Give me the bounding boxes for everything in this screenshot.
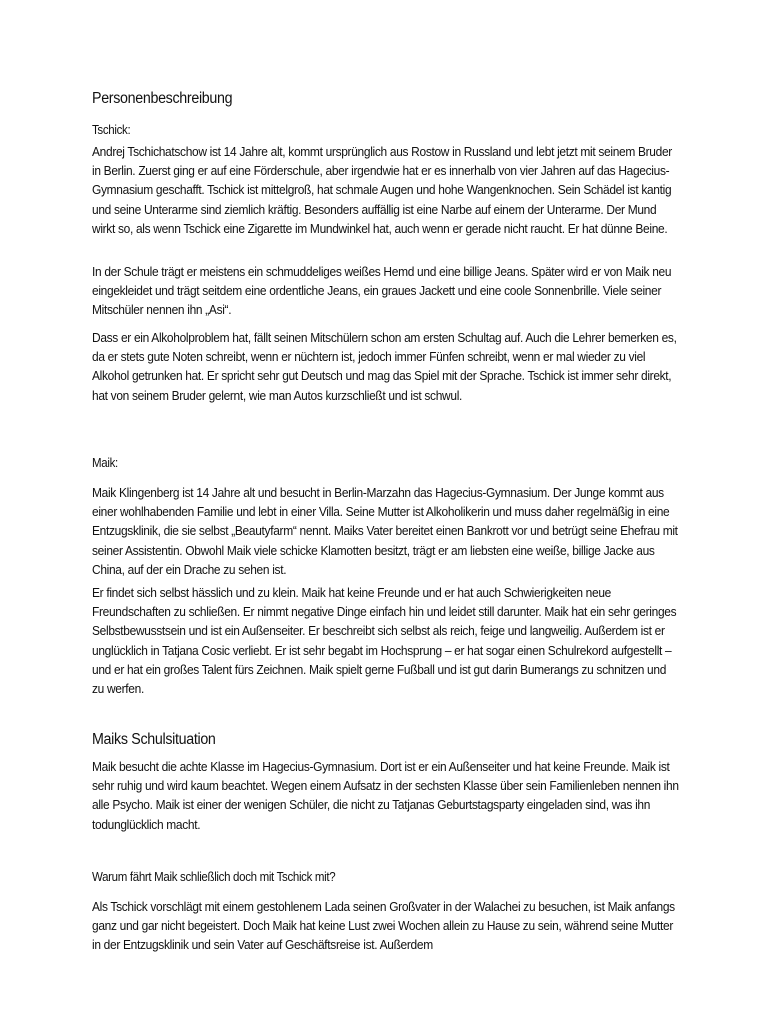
paragraph-tschick-1: Andrej Tschichatschow ist 14 Jahre alt, kommt ursprünglich aus Rostow in Russland und lebt jetzt mit seinem Bruder in Berlin. Zuerst ging er auf eine Förderschule, aber irgendwie hat er es innerhalb von vier Jahren auf das Hagecius-Gymnasium geschafft. Tschick ist mittelgroß, hat schmale Augen und hohe Wangenknochen. Sein Schädel ist kantig und seine Unterarme sind ziemlich kräftig. Besonders auffällig ist eine Narbe auf einem der Unterarme. Der Mund wirkt so, als wenn Tschick eine Zigarette im Mundwinkel hat, auch wenn er gerade nicht raucht. Er hat dünne Beine. (92, 144, 672, 236)
paragraph-maik-1: Maik Klingenberg ist 14 Jahre alt und besucht in Berlin-Marzahn das Hagecius-Gymnasium. Der Junge kommt aus einer wohlhabenden Familie und lebt in einer Villa. Seine Mutter ist Alkoholikerin und muss daher regelmäßig in eine Entzugsklinik, die sie selbst „Beautyfarm“ nennt. Maiks Vater bereitet einen Bankrott vor und betrügt seine Ehefrau mit seiner Assistentin. Obwohl Maik viele schicke Klamotten besitzt, trägt er am liebsten eine weiße, billige Jacke aus China, auf der ein Drache zu sehen ist. (92, 485, 678, 577)
paragraph-tschick-3: Dass er ein Alkoholproblem hat, fällt seinen Mitschülern schon am ersten Schultag auf. Auch die Lehrer bemerken es, da er stets gute Noten schreibt, wenn er nüchtern ist, jedoch immer Fünfen schreibt, wenn er mal wieder zu viel Alkohol getrunken hat. Er spricht sehr gut Deutsch und mag das Spiel mit der Sprache. Tschick ist immer sehr direkt, hat von seinem Bruder gelernt, wie man Autos kurzschließt und ist schwul. (92, 330, 677, 403)
paragraph-warum: Als Tschick vorschlägt mit einem gestohlenem Lada seinen Großvater in der Walachei zu besuchen, ist Maik anfangs ganz und gar nicht begeistert. Doch Maik hat keine Lust zwei Wochen allein zu Hause zu sein, während seine Mutter in der Entzugsklinik und sein Vater auf Geschäftsreise ist. Außerdem (92, 899, 675, 953)
paragraph-tschick-2: In der Schule trägt er meistens ein schmuddeliges weißes Hemd und eine billige Jeans. Später wird er von Maik neu eingekleidet und trägt seitdem eine ordentliche Jeans, ein graues Jackett und eine coole Sonnenbrille. Viele seiner Mitschüler nennen ihn „Asi“. (92, 264, 672, 318)
subheading-warum: Warum fährt Maik schließlich doch mit Tschick mit? (92, 870, 336, 884)
subheading-maik: Maik: (92, 456, 118, 470)
section-title-schulsituation: Maiks Schulsituation (92, 731, 216, 748)
paragraph-schulsituation: Maik besucht die achte Klasse im Hagecius-Gymnasium. Dort ist er ein Außenseiter und hat keine Freunde. Maik ist sehr ruhig und wird kaum beachtet. Wegen einem Aufsatz in der sechsten Klasse über sein Familienleben nennen ihn alle Psycho. Maik ist einer der wenigen Schüler, die nicht zu Tatjanas Geburtstagsparty eingeladen sind, was ihn todunglücklich macht. (92, 759, 679, 832)
paragraph-maik-2: Er findet sich selbst hässlich und zu klein. Maik hat keine Freunde und er hat auch Schwierigkeiten neue Freundschaften zu schließen. Er nimmt negative Dinge einfach hin und leidet still darunter. Maik hat ein sehr geringes Selbstbewusstsein und ist ein Außenseiter. Er beschreibt sich selbst als reich, feige und langweilig. Außerdem ist er unglücklich in Tatjana Cosic verliebt. Er ist sehr begabt im Hochsprung – er hat sogar einen Schulrekord aufgestellt – und er hat ein großes Talent fürs Zeichnen. Maik spielt gerne Fußball und ist gut darin Bumerangs zu schnitzen und zu werfen. (92, 585, 677, 697)
section-title-personenbeschreibung: Personenbeschreibung (92, 90, 233, 107)
subheading-tschick: Tschick: (92, 123, 131, 137)
